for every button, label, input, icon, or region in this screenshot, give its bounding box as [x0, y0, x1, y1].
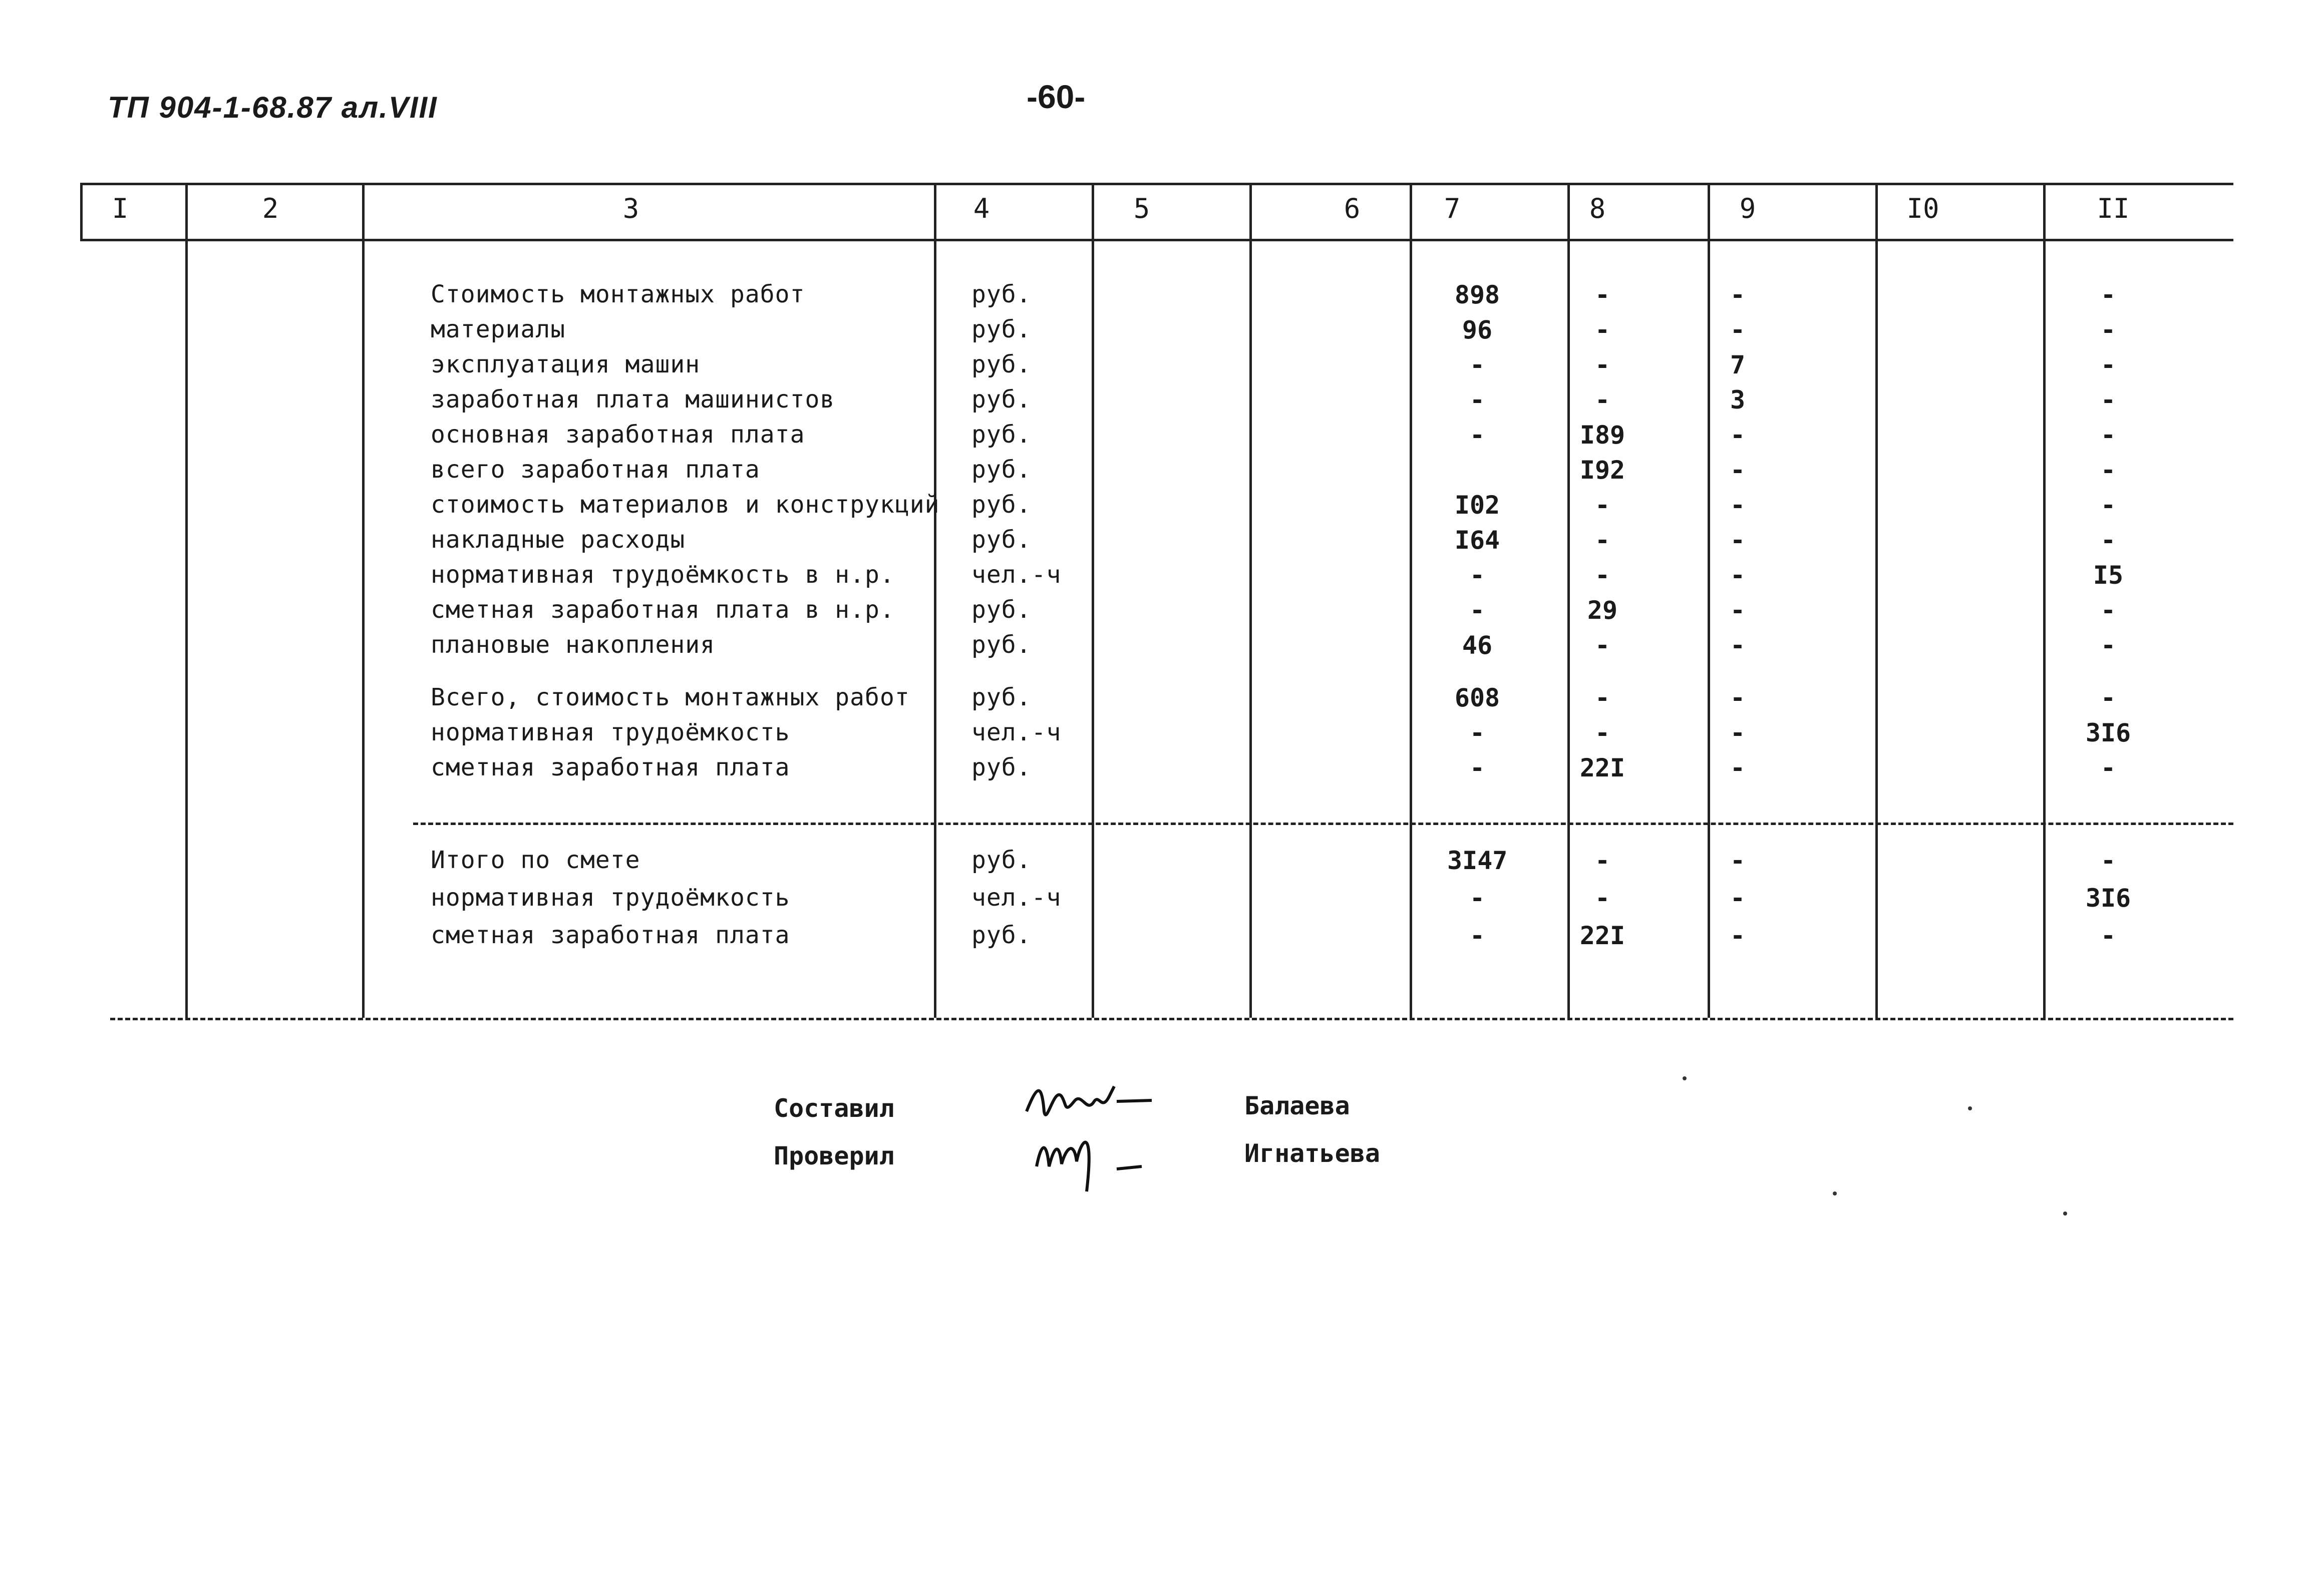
cell-col-8: I89: [1579, 421, 1625, 450]
cell-col-8: I92: [1579, 456, 1625, 485]
column-header-5: 5: [1133, 193, 1150, 224]
cell-col-8: -: [1594, 385, 1610, 415]
cell-col-11: -: [2100, 350, 2116, 379]
row-unit: руб.: [971, 753, 1032, 781]
column-rule: [185, 183, 188, 1019]
scan-speck: [1833, 1191, 1837, 1195]
row-unit: руб.: [971, 315, 1032, 343]
row-item-name: Стоимость монтажных работ: [431, 280, 805, 308]
row-item-name: всего заработная плата: [431, 456, 760, 484]
cell-col-8: -: [1594, 884, 1610, 913]
table-top-rule: [80, 183, 2233, 185]
compiled-by-name: Балаева: [1244, 1091, 1350, 1120]
column-rule: [1249, 183, 1252, 1018]
row-item-name: сметная заработная плата: [431, 921, 790, 949]
row-unit: руб.: [971, 596, 1032, 624]
cell-col-11: -: [2100, 491, 2116, 520]
cell-col-11: I5: [2093, 561, 2124, 590]
column-rule: [80, 183, 83, 239]
cell-col-7: 608: [1454, 683, 1500, 712]
row-item-name: основная заработная плата: [431, 421, 805, 449]
estimate-table: [80, 183, 2233, 1019]
cell-col-7: -: [1469, 596, 1485, 625]
cell-col-11: -: [2100, 526, 2116, 555]
cell-col-7: -: [1469, 718, 1485, 747]
cell-col-9: -: [1730, 884, 1746, 913]
header-bottom-rule: [80, 239, 2233, 241]
cell-col-9: -: [1730, 561, 1746, 590]
cell-col-8: -: [1594, 526, 1610, 555]
cell-col-8: -: [1594, 846, 1610, 875]
cell-col-9: -: [1730, 631, 1746, 660]
cell-col-9: -: [1730, 421, 1746, 450]
column-header-6: 6: [1344, 193, 1361, 224]
cell-col-7: -: [1469, 884, 1485, 913]
table-bottom-rule: [110, 1018, 2233, 1020]
cell-col-7: I02: [1454, 491, 1500, 520]
column-header-4: 4: [973, 193, 990, 224]
row-unit: чел.-ч: [971, 561, 1062, 589]
cell-col-11: -: [2100, 631, 2116, 660]
column-header-10: I0: [1906, 193, 1939, 224]
scan-speck: [1683, 1076, 1687, 1080]
checked-by-name: Игнатьева: [1244, 1139, 1380, 1168]
cell-col-7: -: [1469, 561, 1485, 590]
row-item-name: накладные расходы: [431, 526, 686, 554]
cell-col-8: -: [1594, 491, 1610, 520]
row-item-name: сметная заработная плата: [431, 753, 790, 781]
column-header-11: II: [2097, 193, 2130, 224]
cell-col-11: -: [2100, 421, 2116, 450]
column-header-9: 9: [1739, 193, 1756, 224]
cell-col-7: 46: [1462, 631, 1493, 660]
column-rule: [362, 183, 365, 1018]
row-item-name: нормативная трудоёмкость в н.р.: [431, 561, 895, 589]
column-rule: [934, 183, 936, 1018]
total-separator-rule: [413, 823, 2233, 825]
cell-col-7: -: [1469, 921, 1485, 950]
cell-col-11: -: [2100, 280, 2116, 309]
cell-col-7: -: [1469, 350, 1485, 379]
column-header-8: 8: [1589, 193, 1606, 224]
cell-col-11: 3I6: [2085, 718, 2131, 747]
compiled-by-label: Составил: [774, 1094, 894, 1123]
cell-col-11: -: [2100, 596, 2116, 625]
cell-col-8: 22I: [1579, 753, 1625, 782]
column-header-1: I: [112, 193, 129, 224]
cell-col-8: -: [1594, 280, 1610, 309]
row-unit: руб.: [971, 421, 1032, 449]
row-unit: руб.: [971, 491, 1032, 519]
row-unit: руб.: [971, 456, 1032, 484]
row-unit: чел.-ч: [971, 718, 1062, 746]
column-rule: [2043, 183, 2046, 1018]
cell-col-11: -: [2100, 683, 2116, 712]
row-unit: руб.: [971, 846, 1032, 874]
cell-col-7: I64: [1454, 526, 1500, 555]
cell-col-7: 3I47: [1447, 846, 1508, 875]
cell-col-11: -: [2100, 753, 2116, 782]
cell-col-9: -: [1730, 683, 1746, 712]
scan-speck: [1968, 1106, 1972, 1110]
cell-col-7: 898: [1454, 280, 1500, 309]
column-header-3: 3: [622, 193, 639, 224]
column-rule: [1092, 183, 1094, 1018]
column-header-2: 2: [262, 193, 279, 224]
row-unit: руб.: [971, 350, 1032, 378]
row-item-name: материалы: [431, 315, 566, 343]
checked-by-label: Проверил: [774, 1141, 894, 1170]
cell-col-9: -: [1730, 456, 1746, 485]
row-unit: руб.: [971, 385, 1032, 414]
row-unit: руб.: [971, 683, 1032, 711]
cell-col-11: -: [2100, 846, 2116, 875]
cell-col-9: 7: [1730, 350, 1746, 379]
cell-col-8: -: [1594, 683, 1610, 712]
cell-col-9: -: [1730, 280, 1746, 309]
row-item-name: плановые накопления: [431, 631, 716, 659]
scan-speck: [2063, 1212, 2067, 1216]
row-item-name: сметная заработная плата в н.р.: [431, 596, 895, 624]
cell-col-9: -: [1730, 921, 1746, 950]
cell-col-7: -: [1469, 753, 1485, 782]
row-item-name: стоимость материалов и конструкций: [431, 491, 940, 519]
cell-col-11: -: [2100, 921, 2116, 950]
cell-col-9: 3: [1730, 385, 1746, 415]
cell-col-9: -: [1730, 753, 1746, 782]
column-rule: [1875, 183, 1878, 1018]
cell-col-9: -: [1730, 491, 1746, 520]
row-item-name: нормативная трудоёмкость: [431, 884, 790, 912]
compiled-signature-mark: [1007, 1066, 1167, 1202]
cell-col-9: -: [1730, 526, 1746, 555]
cell-col-9: -: [1730, 846, 1746, 875]
page-number: -60-: [1027, 78, 1086, 115]
row-item-name: заработная плата машинистов: [431, 385, 835, 414]
row-unit: руб.: [971, 280, 1032, 308]
cell-col-8: -: [1594, 561, 1610, 590]
column-rule: [1567, 183, 1570, 1018]
column-header-7: 7: [1444, 193, 1461, 224]
cell-col-8: -: [1594, 631, 1610, 660]
cell-col-9: -: [1730, 315, 1746, 344]
cell-col-8: 29: [1587, 596, 1618, 625]
column-rule: [1410, 183, 1412, 1018]
document-code: ТП 904-1-68.87 ал.VIII: [108, 91, 438, 124]
row-unit: чел.-ч: [971, 884, 1062, 912]
row-item-name: эксплуатация машин: [431, 350, 701, 378]
row-unit: руб.: [971, 631, 1032, 659]
cell-col-8: -: [1594, 350, 1610, 379]
cell-col-8: 22I: [1579, 921, 1625, 950]
row-unit: руб.: [971, 526, 1032, 554]
row-item-name: Итого по смете: [431, 846, 640, 874]
cell-col-11: -: [2100, 315, 2116, 344]
cell-col-11: -: [2100, 456, 2116, 485]
cell-col-7: 96: [1462, 315, 1493, 344]
cell-col-11: -: [2100, 385, 2116, 415]
cell-col-7: -: [1469, 385, 1485, 415]
cell-col-8: -: [1594, 315, 1610, 344]
row-item-name: нормативная трудоёмкость: [431, 718, 790, 746]
row-item-name: Всего, стоимость монтажных работ: [431, 683, 910, 711]
cell-col-9: -: [1730, 718, 1746, 747]
cell-col-9: -: [1730, 596, 1746, 625]
cell-col-8: -: [1594, 718, 1610, 747]
cell-col-11: 3I6: [2085, 884, 2131, 913]
cell-col-7: -: [1469, 421, 1485, 450]
row-unit: руб.: [971, 921, 1032, 949]
